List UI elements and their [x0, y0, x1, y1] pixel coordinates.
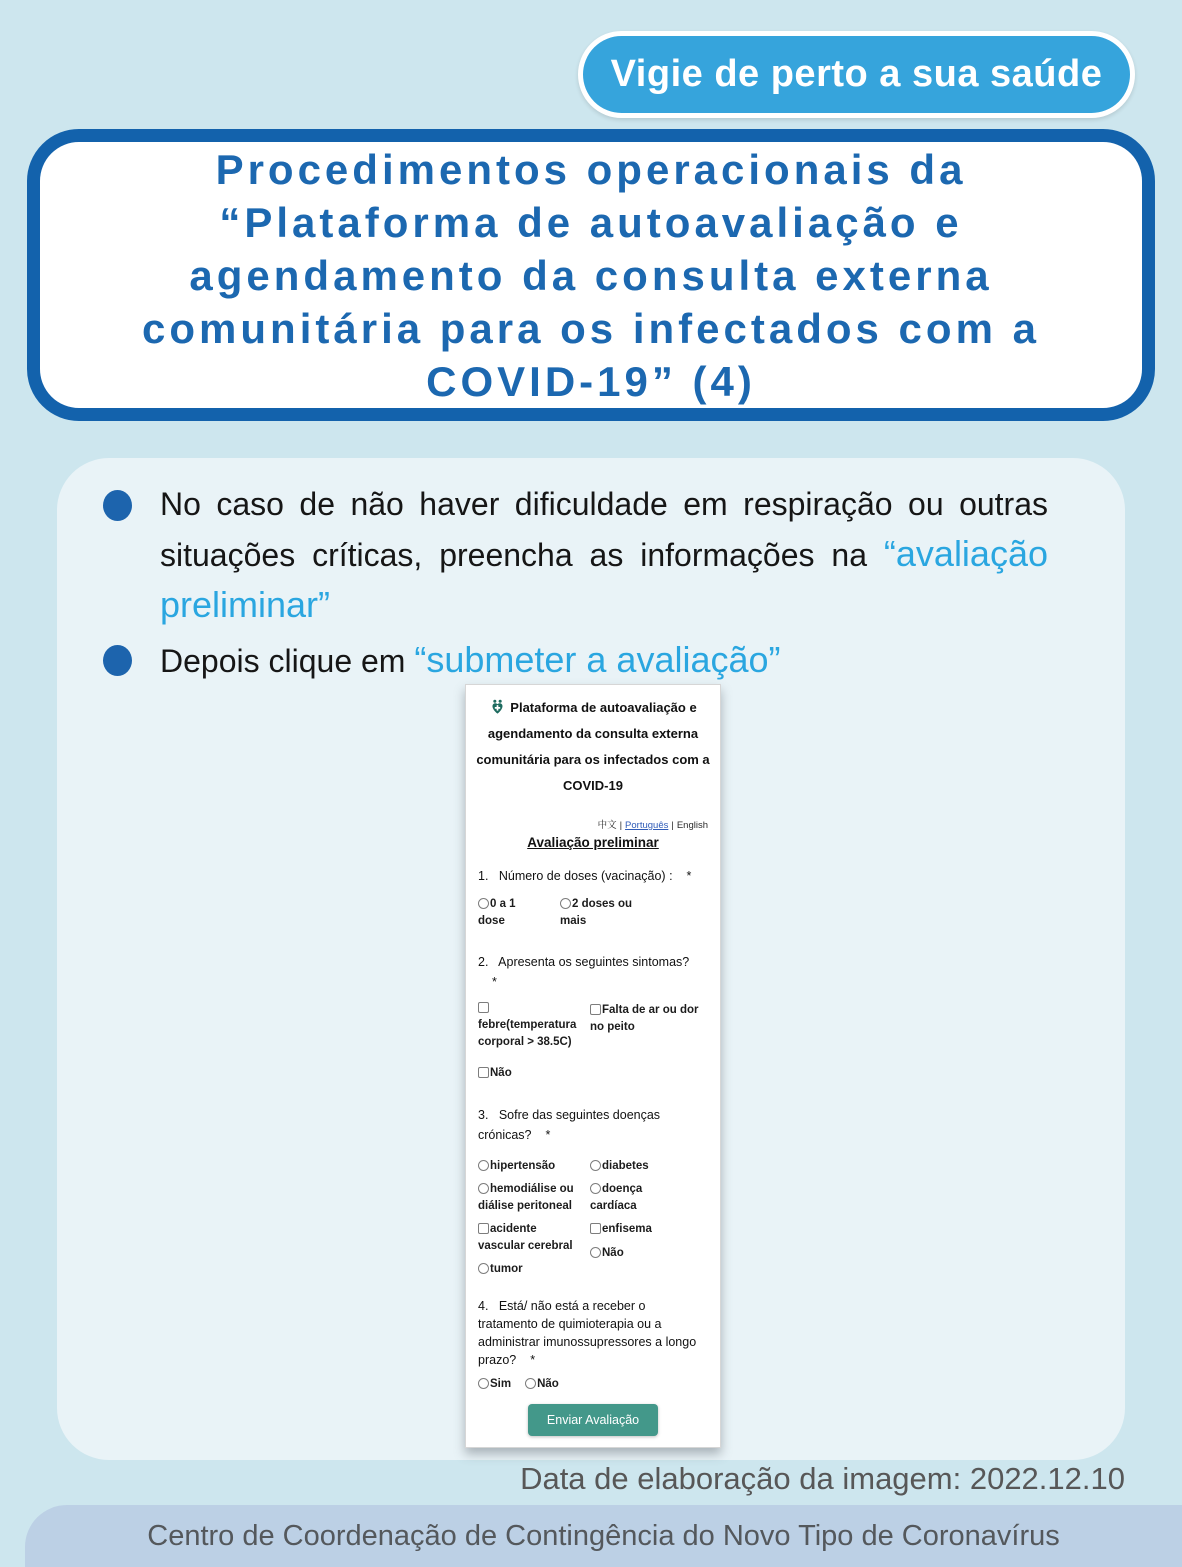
required-asterisk: *	[492, 975, 497, 989]
required-asterisk: *	[545, 1127, 551, 1142]
question-1-options	[478, 896, 708, 936]
bullet-dot-icon	[103, 645, 132, 676]
question-4: 4. Está/ não está a receber o tratamento de quimioterapia ou a administrar imunossupressores a longo prazo? *	[478, 1298, 697, 1367]
checkbox-icon[interactable]	[590, 1247, 601, 1258]
required-asterisk: *	[686, 869, 692, 883]
question-3: 3. Sofre das seguintes doenças crónicas? *	[478, 1107, 661, 1142]
question-3-options	[478, 1158, 708, 1285]
radio-option[interactable]: Não	[525, 1376, 559, 1393]
lang-separator: |	[671, 820, 674, 831]
required-asterisk: *	[530, 1352, 536, 1367]
bullet-text-2: Depois clique em “submeter a avaliação”	[160, 639, 781, 680]
checkbox-option[interactable]: tumor	[478, 1261, 586, 1278]
radio-icon[interactable]	[560, 898, 571, 909]
radio-option[interactable]: Sim	[478, 1376, 511, 1393]
checkbox-icon[interactable]	[478, 1223, 489, 1234]
highlight-avaliacao-preliminar: “avaliação preliminar”	[160, 533, 1048, 625]
form-header	[476, 695, 710, 799]
bullet-item-1	[103, 480, 1089, 631]
checkbox-icon[interactable]	[590, 1183, 601, 1194]
question-1: 1. Número de doses (vacinação) : *	[478, 869, 692, 883]
lang-link-en[interactable]: English	[676, 820, 708, 831]
bullet-text-1: No caso de não haver dificuldade em respiração ou outras situações críticas, preencha as informações na “avaliação preliminar”	[160, 486, 1048, 625]
tagline-pill	[578, 31, 1135, 118]
submit-button[interactable]: Enviar Avaliação	[528, 1404, 658, 1436]
checkbox-icon[interactable]	[590, 1160, 601, 1171]
checkbox-icon[interactable]	[478, 1183, 489, 1194]
checkbox-icon[interactable]	[478, 1263, 489, 1274]
tagline-text: Vigie de perto a sua saúde	[610, 53, 1103, 95]
checkbox-option[interactable]: febre(temperatura corporal > 38.5C)	[478, 1002, 582, 1050]
checkbox-option[interactable]: Não	[478, 1065, 582, 1082]
checkbox-option[interactable]: Falta de ar ou dor no peito	[590, 1004, 699, 1033]
checkbox-option[interactable]: Não	[590, 1245, 692, 1262]
question-2-options	[478, 1002, 708, 1089]
checkbox-option[interactable]: diabetes	[590, 1158, 692, 1175]
checkbox-icon[interactable]	[478, 1002, 489, 1013]
checkbox-icon[interactable]	[590, 1004, 601, 1015]
platform-form-screenshot	[465, 684, 721, 1448]
checkbox-option[interactable]: hipertensão	[478, 1158, 586, 1175]
checkbox-option[interactable]: doença cardíaca	[590, 1183, 643, 1212]
highlight-submeter-avaliacao: “submeter a avaliação”	[414, 639, 781, 680]
radio-icon[interactable]	[525, 1378, 536, 1389]
bullet-item-2	[103, 635, 1089, 686]
health-platform-logo-icon	[489, 699, 506, 715]
lang-link-pt[interactable]: Português	[625, 820, 669, 831]
bullet-list	[103, 480, 1089, 686]
language-switcher	[478, 817, 708, 831]
checkbox-icon[interactable]	[590, 1223, 601, 1234]
checkbox-icon[interactable]	[478, 1067, 489, 1078]
checkbox-option[interactable]: acidente vascular cerebral	[478, 1223, 573, 1252]
question-2: 2. Apresenta os seguintes sintomas?*	[478, 955, 690, 989]
radio-icon[interactable]	[478, 898, 489, 909]
question-4-options	[478, 1376, 708, 1393]
footer-bar	[25, 1505, 1182, 1567]
checkbox-option[interactable]: enfisema	[590, 1221, 692, 1238]
radio-option[interactable]: 2 doses ou mais	[560, 898, 633, 927]
image-date-line: Data de elaboração da imagem: 2022.12.10	[520, 1461, 1125, 1496]
checkbox-icon[interactable]	[478, 1160, 489, 1171]
title-box	[27, 129, 1155, 421]
checkbox-option[interactable]: hemodiálise ou diálise peritoneal	[478, 1183, 574, 1212]
form-title: Plataforma de autoavaliação e agendamento da consulta externa comunitária para os infectados com a COVID-19	[476, 700, 710, 793]
lang-link-zh[interactable]: 中文	[597, 820, 617, 831]
lang-separator: |	[619, 820, 623, 831]
radio-option[interactable]: 0 a 1 dose	[478, 898, 516, 927]
form-section-title: Avaliação preliminar	[527, 835, 659, 850]
page-title: Procedimentos operacionais da “Plataforma de autoavaliação e agendamento da consulta externa comunitária para os infectados com a COVID-19” (4)	[142, 145, 1040, 405]
radio-icon[interactable]	[478, 1378, 489, 1389]
bullet-dot-icon	[103, 490, 132, 521]
footer-text: Centro de Coordenação de Contingência do Novo Tipo de Coronavírus	[147, 1519, 1060, 1552]
